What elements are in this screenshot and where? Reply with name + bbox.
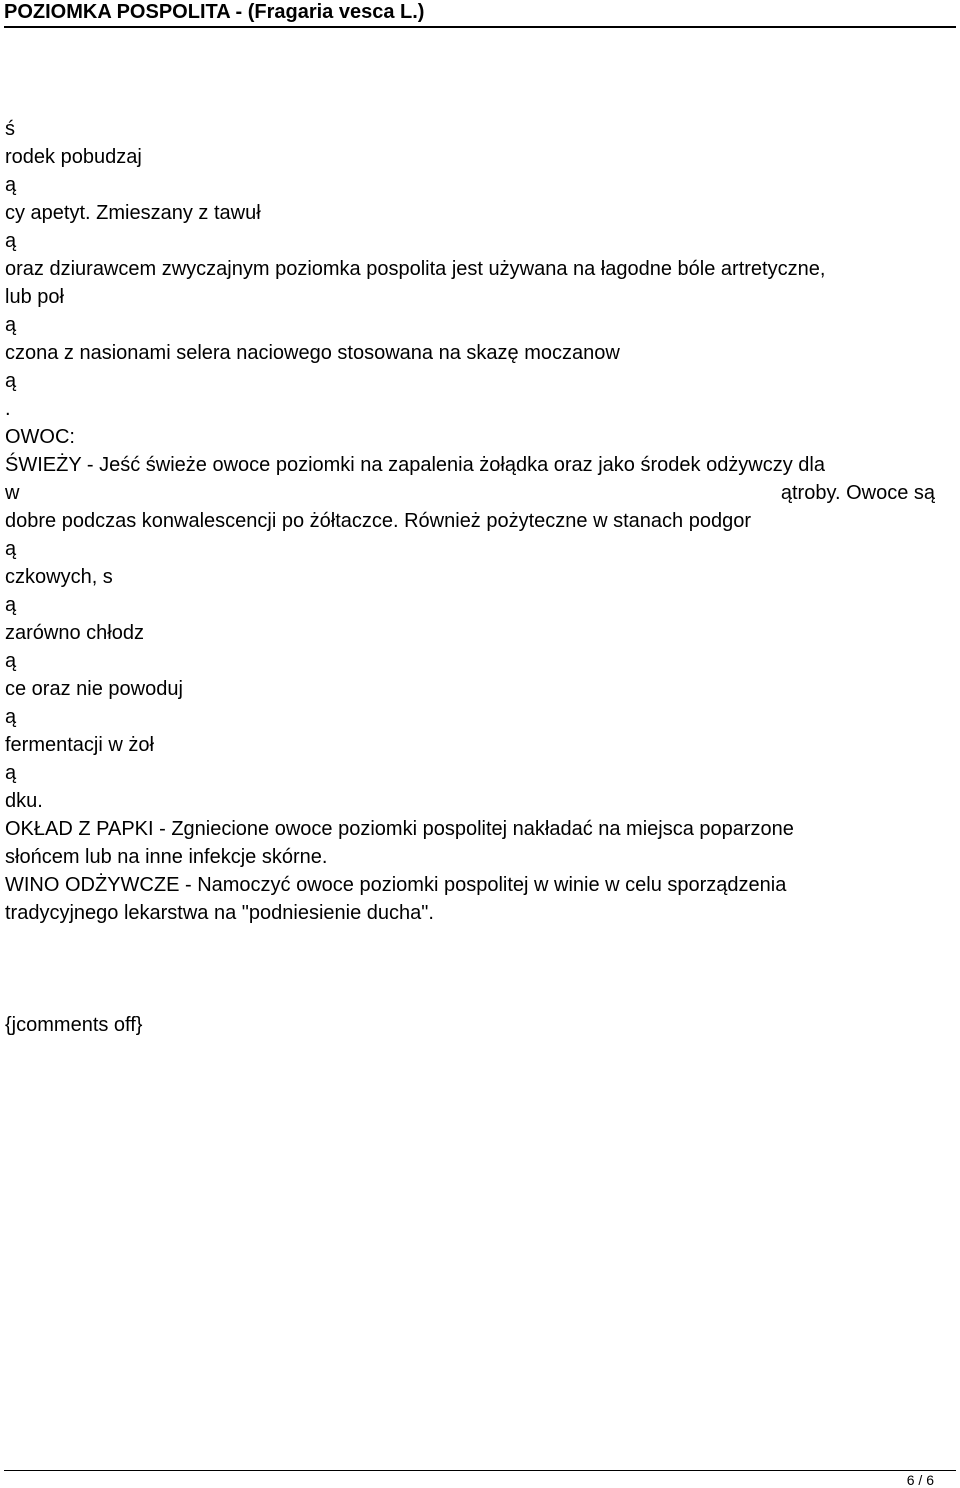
- text-line: ą: [5, 230, 17, 252]
- text-line: ą: [5, 594, 17, 616]
- text-line: ątroby. Owoce są: [780, 482, 935, 504]
- text-line: WINO ODŻYWCZE - Namoczyć owoce poziomki pospolitej w winie w celu sporządzenia: [5, 874, 787, 896]
- text-line: ą: [5, 370, 17, 392]
- text-line: w: [5, 482, 20, 504]
- text-line: zarówno chłodz: [5, 622, 144, 644]
- text-line: OKŁAD Z PAPKI - Zgniecione owoce poziomki pospolitej nakładać na miejsca poparzone: [5, 818, 794, 840]
- text-line: dobre podczas konwalescencji po żółtaczce. Również pożyteczne w stanach podgor: [5, 510, 751, 532]
- text-line: .: [5, 398, 11, 420]
- text-line: tradycyjnego lekarstwa na "podniesienie ducha".: [5, 902, 434, 924]
- text-line: rodek pobudzaj: [5, 146, 142, 168]
- footer-rule: [4, 1470, 956, 1471]
- text-line: ą: [5, 174, 17, 196]
- text-line: cy apetyt. Zmieszany z tawuł: [5, 202, 261, 224]
- text-line: ą: [5, 314, 17, 336]
- text-line: ą: [5, 538, 17, 560]
- text-line: fermentacji w żoł: [5, 734, 154, 756]
- text-line: ą: [5, 706, 17, 728]
- text-line: ce oraz nie powoduj: [5, 678, 183, 700]
- text-line: dku.: [5, 790, 43, 812]
- text-line: ś: [5, 118, 15, 140]
- document-title: POZIOMKA POSPOLITA - (Fragaria vesca L.): [4, 1, 425, 23]
- header-rule: [4, 26, 956, 28]
- text-line: oraz dziurawcem zwyczajnym poziomka pospolita jest używana na łagodne bóle artretyczne,: [5, 258, 826, 280]
- text-line: ŚWIEŻY - Jeść świeże owoce poziomki na zapalenia żołądka oraz jako środek odżywczy dla: [5, 454, 825, 476]
- comments-tag: {jcomments off}: [5, 1014, 143, 1036]
- text-line: ą: [5, 650, 17, 672]
- text-line: słońcem lub na inne infekcje skórne.: [5, 846, 328, 868]
- section-heading: OWOC:: [5, 426, 75, 448]
- text-line: lub poł: [5, 286, 64, 308]
- text-line: czona z nasionami selera naciowego stosowana na skazę moczanow: [5, 342, 620, 364]
- text-line: ą: [5, 762, 17, 784]
- text-line: czkowych, s: [5, 566, 113, 588]
- page-number: 6 / 6: [906, 1472, 934, 1488]
